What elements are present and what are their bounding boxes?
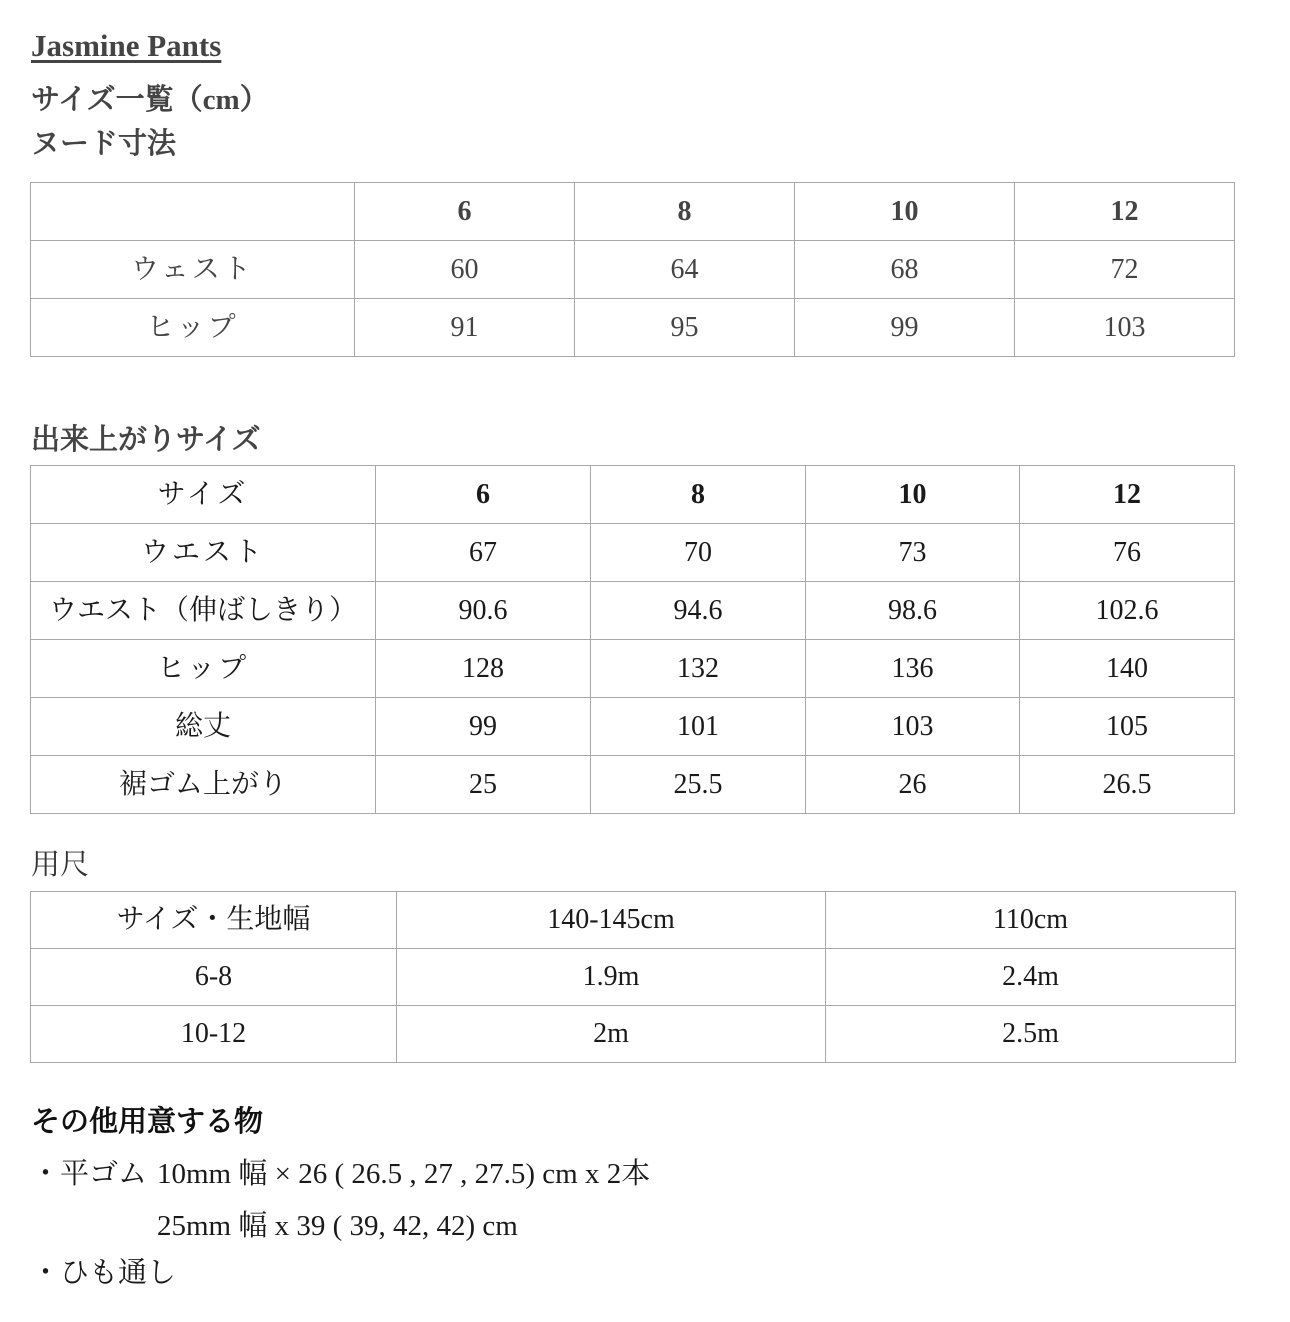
table-cell: 99	[795, 299, 1015, 357]
finished-size-table	[30, 465, 1235, 814]
nude-measurements-table	[30, 182, 1235, 357]
header-cell: 12	[1015, 183, 1235, 241]
size-list-heading: サイズ一覧（cm）	[31, 84, 269, 116]
table-cell: 25.5	[591, 756, 806, 814]
table-cell: 136	[806, 640, 1020, 698]
row-label: ウエスト	[31, 524, 376, 582]
table-cell: 72	[1015, 241, 1235, 299]
table-cell: 76	[1020, 524, 1235, 582]
table-cell: 2.4m	[826, 949, 1236, 1006]
table-cell: 2m	[397, 1006, 826, 1063]
table-cell: 102.6	[1020, 582, 1235, 640]
table-row	[31, 1006, 1236, 1063]
table-row	[31, 756, 1235, 814]
table-cell: 70	[591, 524, 806, 582]
table-cell: 101	[591, 698, 806, 756]
table-row	[31, 698, 1235, 756]
table-row	[31, 582, 1235, 640]
table-row	[31, 640, 1235, 698]
elastic-spec-line-2: 25mm 幅 x 39 ( 39, 42, 42) cm	[157, 1210, 518, 1242]
table-cell: 132	[591, 640, 806, 698]
table-cell: 2.5m	[826, 1006, 1236, 1063]
row-label: ウェスト	[31, 241, 355, 299]
other-items-heading: その他用意する物	[31, 1106, 264, 1138]
header-cell: 8	[591, 466, 806, 524]
table-cell: 64	[575, 241, 795, 299]
table-cell: 94.6	[591, 582, 806, 640]
finished-size-heading: 出来上がりサイズ	[31, 424, 261, 456]
bodkin-item: ・ひも通し	[31, 1257, 177, 1289]
header-cell: 8	[575, 183, 795, 241]
table-cell: 103	[1015, 299, 1235, 357]
yardage-heading: 用尺	[31, 849, 90, 881]
table-cell: 103	[806, 698, 1020, 756]
header-cell: サイズ	[31, 466, 376, 524]
table-cell: 98.6	[806, 582, 1020, 640]
table-cell: 140	[1020, 640, 1235, 698]
elastic-label: ・平ゴム	[31, 1158, 148, 1190]
table-row	[31, 949, 1236, 1006]
table-cell: 128	[376, 640, 591, 698]
table-cell: 26	[806, 756, 1020, 814]
elastic-spec-line-1: 10mm 幅 × 26 ( 26.5 , 27 , 27.5) cm x 2本	[157, 1158, 651, 1190]
header-cell: サイズ・生地幅	[31, 892, 397, 949]
table-header-row	[31, 183, 1235, 241]
table-cell: 105	[1020, 698, 1235, 756]
table-row	[31, 241, 1235, 299]
table-cell: 26.5	[1020, 756, 1235, 814]
header-cell: 12	[1020, 466, 1235, 524]
table-cell: 73	[806, 524, 1020, 582]
table-cell: 91	[355, 299, 575, 357]
page-title: Jasmine Pants	[31, 28, 222, 63]
row-label: 10-12	[31, 1006, 397, 1063]
table-header-row	[31, 892, 1236, 949]
table-cell: 90.6	[376, 582, 591, 640]
header-cell: 6	[376, 466, 591, 524]
table-row	[31, 524, 1235, 582]
table-cell: 95	[575, 299, 795, 357]
row-label: 6-8	[31, 949, 397, 1006]
table-cell: 99	[376, 698, 591, 756]
row-label: 総丈	[31, 698, 376, 756]
row-label: ウエスト（伸ばしきり）	[31, 582, 376, 640]
header-cell: 10	[795, 183, 1015, 241]
table-header-row	[31, 466, 1235, 524]
header-cell: 10	[806, 466, 1020, 524]
table-cell: 68	[795, 241, 1015, 299]
header-cell: 110cm	[826, 892, 1236, 949]
table-cell: 25	[376, 756, 591, 814]
row-label: ヒップ	[31, 299, 355, 357]
table-cell: 60	[355, 241, 575, 299]
row-label: ヒップ	[31, 640, 376, 698]
table-cell: 1.9m	[397, 949, 826, 1006]
row-label: 裾ゴム上がり	[31, 756, 376, 814]
header-cell: 140-145cm	[397, 892, 826, 949]
header-cell	[31, 183, 355, 241]
table-cell: 67	[376, 524, 591, 582]
table-row	[31, 299, 1235, 357]
nude-measurements-heading: ヌード寸法	[31, 128, 177, 160]
header-cell: 6	[355, 183, 575, 241]
yardage-table	[30, 891, 1236, 1063]
